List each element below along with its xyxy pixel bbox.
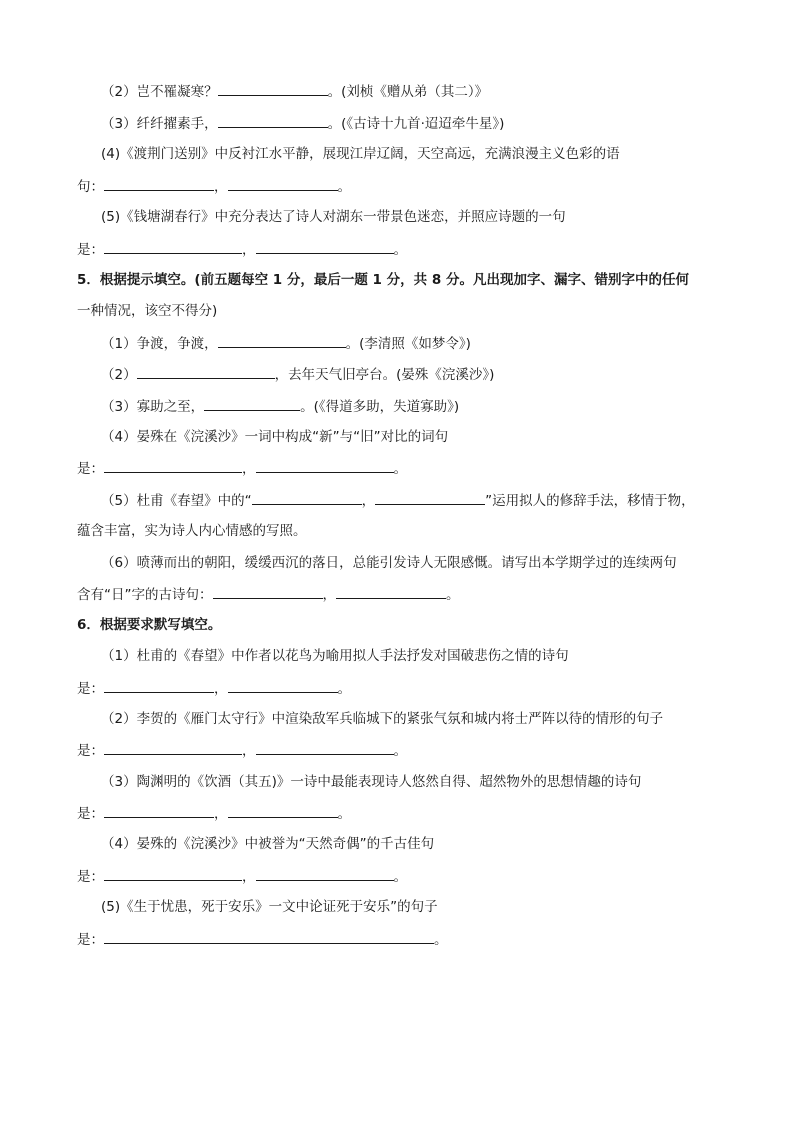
answer-separator: ， [242,242,256,258]
answer-prefix: 含有“日”字的古诗句： [77,587,213,603]
answer-prefix: 是： [77,806,104,822]
q5-heading-text: 5．根据提示填空。(前五题每空 1 分，最后一题 1 分，共 8 分。凡出现加字、漏字、错别字中的任何 [77,272,689,288]
q5-item-5 [101,490,695,510]
answer-prefix: 是： [77,461,104,477]
answer-end: 。 [337,681,351,697]
answer-end: 。 [434,932,448,948]
answer-end: 。 [393,869,407,885]
answer-end: 。 [446,587,460,603]
answer-prefix: 是： [77,932,104,948]
answer-blank[interactable] [256,458,394,473]
answer-blank[interactable] [204,396,300,411]
answer-blank[interactable] [252,490,362,505]
q5-item-2 [101,364,494,384]
q4-item-2-prompt: （2）岂不罹凝寒？ [101,84,218,100]
answer-blank[interactable] [137,364,275,379]
q6-heading-text: 6．根据要求默写填空。 [77,617,222,633]
answer-prefix: 是： [77,743,104,759]
answer-blank[interactable] [256,239,394,254]
q5-item-1 [101,333,471,353]
answer-blank[interactable] [104,239,242,254]
answer-separator: ， [242,461,256,477]
q5-item-1-prompt: （1）争渡，争渡， [101,336,218,352]
answer-blank[interactable] [213,584,323,599]
q4-item-5-answer [77,239,407,259]
q5-item-6-answer [77,584,460,604]
answer-end: 。 [393,743,407,759]
q6-item-1-answer [77,678,351,698]
answer-end: 。 [393,242,407,258]
q6-item-3-text: （3）陶渊明的《饮酒（其五)》一诗中最能表现诗人悠然自得、超然物外的思想情趣的诗句 [101,774,642,790]
q5-item-1-source: 。(李清照《如梦令》) [345,336,471,352]
q6-item-5-text: (5)《生于忧患，死于安乐》一文中论证死于安乐”的句子 [101,899,438,915]
answer-blank[interactable] [256,740,394,755]
q6-item-2-answer [77,740,407,760]
q5-item-6-text: （6）喷薄而出的朝阳，缓缓西沉的落日，总能引发诗人无限感慨。请写出本学期学过的连续两句 [101,555,677,571]
answer-blank[interactable] [218,81,328,96]
q5-heading-cont: 一种情况，该空不得分) [77,303,218,319]
q4-item-3-prompt: （3）纤纤擢素手， [101,116,218,132]
answer-blank[interactable] [218,333,346,348]
q6-item-2-text: （2）李贺的《雁门太守行》中渲染敌军兵临城下的紧张气氛和城内将士严阵以待的情形的句子 [101,711,664,727]
q5-item-2-prompt: （2） [101,367,137,383]
q5-item-3 [101,396,459,416]
q4-item-3-source: 。(《古诗十九首·迢迢牵牛星》) [327,116,505,132]
q5-item-3-source: 。(《得道多助，失道寡助》) [300,399,460,415]
answer-blank[interactable] [104,803,214,818]
answer-blank[interactable] [375,490,485,505]
answer-blank[interactable] [104,678,214,693]
answer-prefix: 是： [77,681,104,697]
answer-end: 。 [337,806,351,822]
answer-separator: ， [214,806,228,822]
q4-item-4-answer [77,176,351,196]
q4-item-5-text: (5)《钱塘湖春行》中充分表达了诗人对湖东一带景色迷恋，并照应诗题的一句 [101,209,566,225]
answer-blank[interactable] [228,803,338,818]
answer-blank[interactable] [104,176,214,191]
answer-separator: ， [242,743,256,759]
answer-prefix: 是： [77,869,104,885]
q4-item-2-source: 。(刘桢《赠从弟（其二）》 [327,84,489,100]
answer-separator: ， [361,493,376,509]
q6-item-1-text: （1）杜甫的《春望》中作者以花鸟为喻用拟人手法抒发对国破悲伤之情的诗句 [101,648,569,664]
answer-blank[interactable] [104,740,242,755]
q5-item-4-text: （4）晏殊在《浣溪沙》一词中构成“新”与“旧”对比的词句 [101,429,449,445]
answer-blank[interactable] [218,113,328,128]
q4-item-2 [101,81,488,101]
q5-heading [77,270,689,290]
q5-item-2-source: ，去年天气旧亭台。(晏殊《浣溪沙》) [274,367,495,383]
answer-end: 。 [337,179,351,195]
answer-separator: ， [242,869,256,885]
q6-item-5-answer [77,929,448,949]
answer-separator: ， [322,587,336,603]
q5-item-3-prompt: （3）寡助之至， [101,399,205,415]
q6-heading [77,615,221,635]
answer-separator: ， [214,681,228,697]
q4-item-4-text: (4)《渡荆门送别》中反衬江水平静，展现江岸辽阔，天空高远，充满浪漫主义色彩的语 [101,146,620,162]
answer-blank[interactable] [104,866,242,881]
answer-blank[interactable] [336,584,446,599]
answer-end: 。 [393,461,407,477]
answer-separator: ， [214,179,228,195]
answer-blank[interactable] [228,176,338,191]
q5-item-4-answer [77,458,407,478]
q6-item-4-answer [77,866,407,886]
q4-item-3 [101,113,504,133]
answer-prefix: 是： [77,242,104,258]
answer-prefix: 句： [77,179,104,195]
q6-item-3-answer [77,803,351,823]
answer-blank[interactable] [228,678,338,693]
answer-blank[interactable] [104,929,434,944]
q6-item-4-text: （4）晏殊的《浣溪沙》中被誉为“天然奇偶”的千古佳句 [101,836,435,852]
q5-item-5-prompt: （5）杜甫《春望》中的“ [101,493,252,509]
answer-blank[interactable] [104,458,242,473]
answer-blank[interactable] [256,866,394,881]
q5-item-5-cont: 蕴含丰富，实为诗人内心情感的写照。 [77,523,307,539]
q5-item-5-rest: ”运用拟人的修辞手法，移情于物， [485,493,695,509]
